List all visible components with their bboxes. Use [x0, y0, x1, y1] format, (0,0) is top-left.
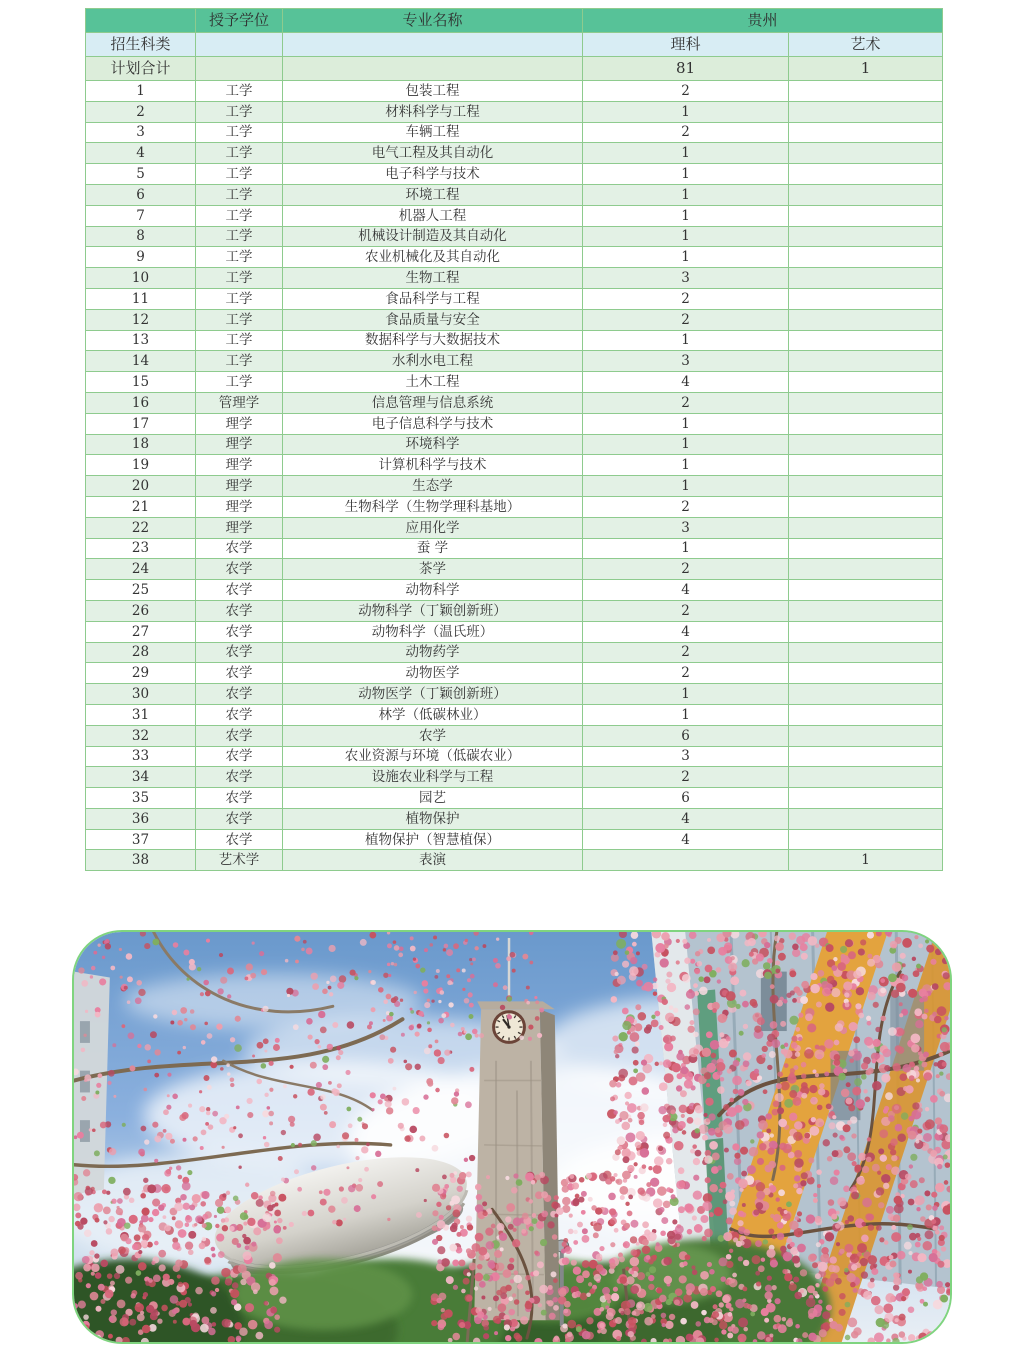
science-count-cell: 2: [583, 663, 789, 684]
art-count-cell: [789, 309, 943, 330]
art-count-cell: [789, 538, 943, 559]
row-number-cell: 3: [86, 122, 196, 143]
major-cell: 生物工程: [283, 268, 583, 289]
degree-cell: 理学: [196, 434, 283, 455]
major-cell: 蚕 学: [283, 538, 583, 559]
art-count-cell: [789, 704, 943, 725]
science-count-cell: 1: [583, 247, 789, 268]
table-row: [86, 413, 943, 434]
table-row: [86, 226, 943, 247]
science-count-cell: 1: [583, 184, 789, 205]
art-count-cell: [789, 663, 943, 684]
major-cell: 信息管理与信息系统: [283, 392, 583, 413]
major-cell: 环境工程: [283, 184, 583, 205]
science-count-cell: 4: [583, 808, 789, 829]
table-row: [86, 205, 943, 226]
art-count-cell: [789, 288, 943, 309]
science-count-cell: [583, 850, 789, 871]
science-count-cell: 4: [583, 829, 789, 850]
major-header: 专业名称: [283, 9, 583, 33]
table-row: [86, 81, 943, 102]
science-count-cell: 4: [583, 621, 789, 642]
degree-cell: 工学: [196, 184, 283, 205]
degree-cell: 管理学: [196, 392, 283, 413]
science-count-cell: 2: [583, 288, 789, 309]
degree-cell: 农学: [196, 767, 283, 788]
row-number-cell: 9: [86, 247, 196, 268]
row-number-cell: 1: [86, 81, 196, 102]
science-count-cell: 3: [583, 351, 789, 372]
major-cell: 设施农业科学与工程: [283, 767, 583, 788]
art-count-cell: [789, 642, 943, 663]
row-number-cell: 8: [86, 226, 196, 247]
row-number-cell: 19: [86, 455, 196, 476]
major-cell: 土木工程: [283, 372, 583, 393]
degree-cell: 农学: [196, 621, 283, 642]
row-number-cell: 13: [86, 330, 196, 351]
art-count-cell: [789, 101, 943, 122]
science-count-cell: 3: [583, 517, 789, 538]
art-count-cell: [789, 351, 943, 372]
table-row: [86, 164, 943, 185]
table-header-row: [86, 9, 943, 33]
science-count-cell: 3: [583, 746, 789, 767]
science-count-cell: 1: [583, 538, 789, 559]
table-row: [86, 268, 943, 289]
science-count-cell: 6: [583, 725, 789, 746]
row-number-cell: 29: [86, 663, 196, 684]
degree-cell: 工学: [196, 351, 283, 372]
table-row: [86, 559, 943, 580]
row-number-cell: 34: [86, 767, 196, 788]
table-row: [86, 725, 943, 746]
degree-cell: 农学: [196, 684, 283, 705]
row-number-cell: 38: [86, 850, 196, 871]
row-number-cell: 16: [86, 392, 196, 413]
major-cell: 农业资源与环境（低碳农业）: [283, 746, 583, 767]
table-row: [86, 808, 943, 829]
degree-cell: 理学: [196, 517, 283, 538]
row-number-cell: 18: [86, 434, 196, 455]
degree-cell: 工学: [196, 81, 283, 102]
table-row: [86, 309, 943, 330]
science-count-cell: 1: [583, 143, 789, 164]
major-cell: 农业机械化及其自动化: [283, 247, 583, 268]
degree-cell: 农学: [196, 580, 283, 601]
art-count-cell: [789, 81, 943, 102]
science-header: 理科: [583, 33, 789, 57]
degree-cell: 工学: [196, 309, 283, 330]
row-number-cell: 10: [86, 268, 196, 289]
table-row: [86, 704, 943, 725]
table-row: [86, 642, 943, 663]
table-row: [86, 684, 943, 705]
degree-cell: 农学: [196, 642, 283, 663]
degree-cell: 农学: [196, 829, 283, 850]
science-count-cell: 6: [583, 788, 789, 809]
row-number-cell: 23: [86, 538, 196, 559]
degree-cell: 农学: [196, 746, 283, 767]
major-cell: 茶学: [283, 559, 583, 580]
science-count-cell: 1: [583, 455, 789, 476]
art-count-cell: [789, 600, 943, 621]
left-building: [74, 972, 110, 1195]
degree-cell: 工学: [196, 288, 283, 309]
science-total: 81: [583, 57, 789, 81]
art-count-cell: [789, 392, 943, 413]
science-count-cell: 2: [583, 81, 789, 102]
table-row: [86, 496, 943, 517]
major-cell: 电子科学与技术: [283, 164, 583, 185]
table-row: [86, 330, 943, 351]
degree-cell: 工学: [196, 164, 283, 185]
art-count-cell: [789, 268, 943, 289]
major-cell: 机器人工程: [283, 205, 583, 226]
admission-plan-table: [85, 8, 943, 871]
art-count-cell: [789, 455, 943, 476]
row-number-cell: 32: [86, 725, 196, 746]
row-number-cell: 15: [86, 372, 196, 393]
degree-cell: 农学: [196, 559, 283, 580]
art-count-cell: [789, 767, 943, 788]
art-header: 艺术: [789, 33, 943, 57]
degree-cell: 工学: [196, 143, 283, 164]
table-row: [86, 372, 943, 393]
table-row: [86, 517, 943, 538]
major-cell: 车辆工程: [283, 122, 583, 143]
science-count-cell: 2: [583, 767, 789, 788]
table-row: [86, 621, 943, 642]
row-number-cell: 17: [86, 413, 196, 434]
art-count-cell: [789, 559, 943, 580]
science-count-cell: 3: [583, 268, 789, 289]
corner-cell: [86, 9, 196, 33]
major-cell: 环境科学: [283, 434, 583, 455]
art-count-cell: [789, 808, 943, 829]
art-count-cell: [789, 143, 943, 164]
table-row: [86, 143, 943, 164]
degree-cell: 农学: [196, 704, 283, 725]
degree-cell: 工学: [196, 330, 283, 351]
major-cell: 电气工程及其自动化: [283, 143, 583, 164]
major-cell: 生态学: [283, 476, 583, 497]
major-cell: 机械设计制造及其自动化: [283, 226, 583, 247]
major-cell: 包装工程: [283, 81, 583, 102]
row-number-cell: 22: [86, 517, 196, 538]
degree-cell: 理学: [196, 413, 283, 434]
table-row: [86, 455, 943, 476]
table-row: [86, 351, 943, 372]
row-number-cell: 33: [86, 746, 196, 767]
row-number-cell: 27: [86, 621, 196, 642]
science-count-cell: 1: [583, 226, 789, 247]
art-count-cell: [789, 413, 943, 434]
table-row: [86, 663, 943, 684]
table-row: [86, 247, 943, 268]
degree-cell: 工学: [196, 205, 283, 226]
science-count-cell: 1: [583, 164, 789, 185]
art-count-cell: [789, 205, 943, 226]
art-count-cell: [789, 164, 943, 185]
major-cell: 植物保护（智慧植保）: [283, 829, 583, 850]
art-count-cell: [789, 330, 943, 351]
row-number-cell: 35: [86, 788, 196, 809]
table-row: [86, 538, 943, 559]
art-count-cell: [789, 788, 943, 809]
major-cell: 农学: [283, 725, 583, 746]
major-cell: 生物科学（生物学理科基地）: [283, 496, 583, 517]
major-cell: 电子信息科学与技术: [283, 413, 583, 434]
row-number-cell: 24: [86, 559, 196, 580]
row-number-cell: 37: [86, 829, 196, 850]
science-count-cell: 1: [583, 101, 789, 122]
art-count-cell: 1: [789, 850, 943, 871]
degree-header: 授予学位: [196, 9, 283, 33]
degree-cell: 理学: [196, 455, 283, 476]
science-count-cell: 2: [583, 642, 789, 663]
degree-cell: 工学: [196, 247, 283, 268]
category-row: [86, 33, 943, 57]
degree-cell: 农学: [196, 600, 283, 621]
major-cell: 食品科学与工程: [283, 288, 583, 309]
art-count-cell: [789, 517, 943, 538]
degree-cell: 理学: [196, 496, 283, 517]
art-count-cell: [789, 580, 943, 601]
major-cell: 园艺: [283, 788, 583, 809]
science-count-cell: 2: [583, 496, 789, 517]
table-row: [86, 476, 943, 497]
table-row: [86, 767, 943, 788]
row-number-cell: 20: [86, 476, 196, 497]
degree-cell: 艺术学: [196, 850, 283, 871]
row-number-cell: 4: [86, 143, 196, 164]
table-row: [86, 288, 943, 309]
art-count-cell: [789, 247, 943, 268]
major-cell: 水利水电工程: [283, 351, 583, 372]
campus-photo: [72, 930, 952, 1344]
major-cell: 植物保护: [283, 808, 583, 829]
degree-cell: 农学: [196, 538, 283, 559]
science-count-cell: 4: [583, 372, 789, 393]
table-body: [86, 81, 943, 871]
science-count-cell: 2: [583, 559, 789, 580]
row-number-cell: 6: [86, 184, 196, 205]
table-row: [86, 788, 943, 809]
major-cell: 动物医学（丁颖创新班）: [283, 684, 583, 705]
art-count-cell: [789, 496, 943, 517]
major-cell: 动物科学: [283, 580, 583, 601]
art-count-cell: [789, 829, 943, 850]
science-count-cell: 2: [583, 600, 789, 621]
row-number-cell: 28: [86, 642, 196, 663]
art-count-cell: [789, 434, 943, 455]
science-count-cell: 1: [583, 704, 789, 725]
art-total: 1: [789, 57, 943, 81]
row-number-cell: 14: [86, 351, 196, 372]
row-number-cell: 5: [86, 164, 196, 185]
major-cell: 应用化学: [283, 517, 583, 538]
row-number-cell: 11: [86, 288, 196, 309]
row-number-cell: 30: [86, 684, 196, 705]
table-row: [86, 184, 943, 205]
degree-cell: 工学: [196, 226, 283, 247]
art-count-cell: [789, 725, 943, 746]
table-row: [86, 600, 943, 621]
science-count-cell: 1: [583, 684, 789, 705]
degree-cell: 农学: [196, 725, 283, 746]
degree-cell: 工学: [196, 101, 283, 122]
row-number-cell: 36: [86, 808, 196, 829]
plan-total-row: [86, 57, 943, 81]
table-row: [86, 392, 943, 413]
degree-cell: 工学: [196, 372, 283, 393]
table-row: [86, 434, 943, 455]
art-count-cell: [789, 226, 943, 247]
degree-cell: 工学: [196, 122, 283, 143]
art-count-cell: [789, 746, 943, 767]
science-count-cell: 4: [583, 580, 789, 601]
campus-photo-art: [74, 932, 950, 1342]
art-count-cell: [789, 372, 943, 393]
major-cell: 动物医学: [283, 663, 583, 684]
plan-total-label: 计划合计: [86, 57, 196, 81]
category-label: 招生科类: [86, 33, 196, 57]
art-count-cell: [789, 184, 943, 205]
row-number-cell: 26: [86, 600, 196, 621]
science-count-cell: 2: [583, 122, 789, 143]
major-cell: 动物科学（温氏班）: [283, 621, 583, 642]
major-cell: 计算机科学与技术: [283, 455, 583, 476]
table-row: [86, 829, 943, 850]
table-row: [86, 122, 943, 143]
degree-cell: 工学: [196, 268, 283, 289]
row-number-cell: 12: [86, 309, 196, 330]
major-cell: 表演: [283, 850, 583, 871]
row-number-cell: 25: [86, 580, 196, 601]
science-count-cell: 1: [583, 413, 789, 434]
science-count-cell: 1: [583, 434, 789, 455]
major-cell: 动物科学（丁颖创新班）: [283, 600, 583, 621]
art-count-cell: [789, 122, 943, 143]
art-count-cell: [789, 621, 943, 642]
science-count-cell: 1: [583, 205, 789, 226]
row-number-cell: 21: [86, 496, 196, 517]
science-count-cell: 1: [583, 330, 789, 351]
table-row: [86, 746, 943, 767]
art-count-cell: [789, 476, 943, 497]
table-row: [86, 850, 943, 871]
table-row: [86, 580, 943, 601]
row-number-cell: 31: [86, 704, 196, 725]
degree-cell: 理学: [196, 476, 283, 497]
major-cell: 数据科学与大数据技术: [283, 330, 583, 351]
degree-cell: 农学: [196, 663, 283, 684]
degree-cell: 农学: [196, 808, 283, 829]
province-header: 贵州: [583, 9, 943, 33]
science-count-cell: 1: [583, 476, 789, 497]
table-row: [86, 101, 943, 122]
major-cell: 林学（低碳林业）: [283, 704, 583, 725]
major-cell: 动物药学: [283, 642, 583, 663]
row-number-cell: 2: [86, 101, 196, 122]
science-count-cell: 2: [583, 392, 789, 413]
major-cell: 食品质量与安全: [283, 309, 583, 330]
row-number-cell: 7: [86, 205, 196, 226]
art-count-cell: [789, 684, 943, 705]
science-count-cell: 2: [583, 309, 789, 330]
major-cell: 材料科学与工程: [283, 101, 583, 122]
degree-cell: 农学: [196, 788, 283, 809]
